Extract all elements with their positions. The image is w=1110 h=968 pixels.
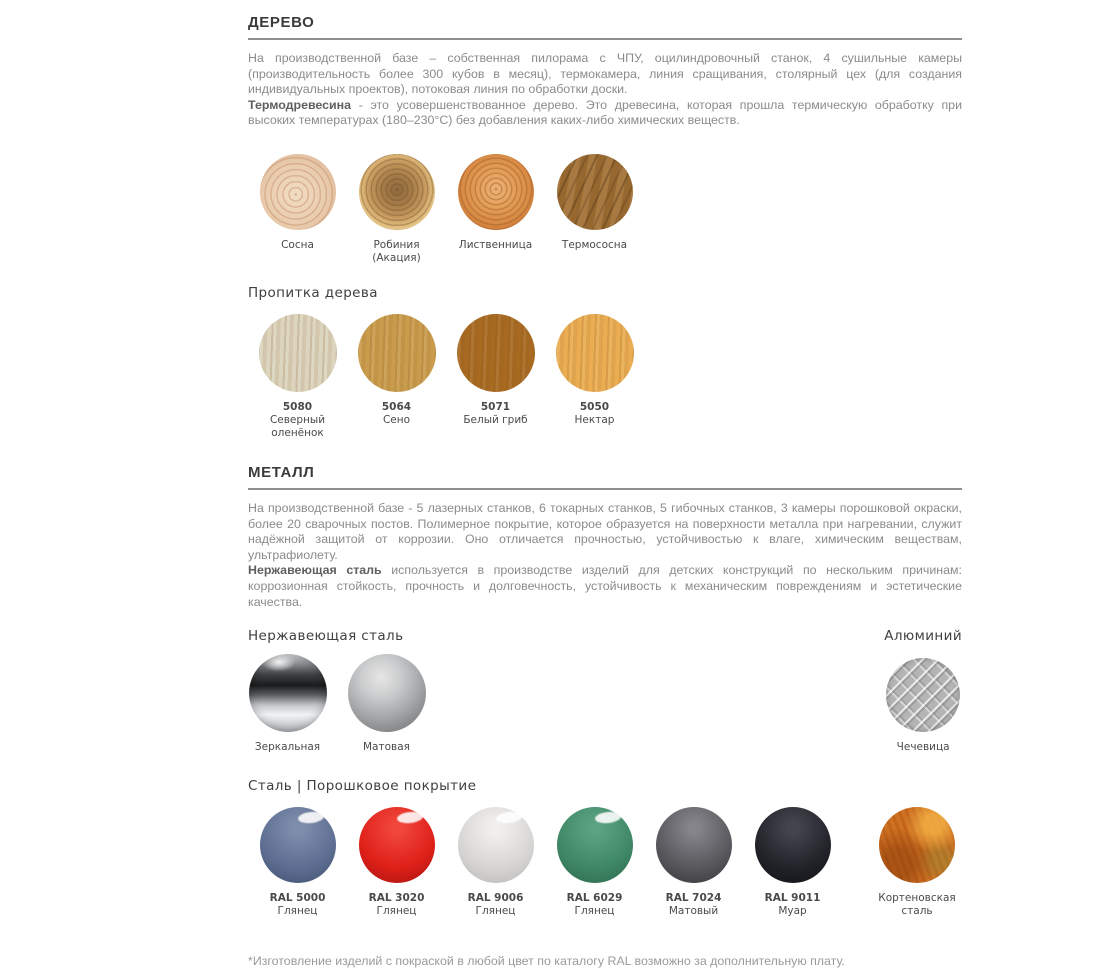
powder-swatch-ral9006 — [446, 807, 545, 918]
aluminum-group — [884, 628, 962, 754]
ral7024-finish: Матовый — [668, 905, 719, 918]
metal-section-divider — [248, 488, 962, 490]
wood-section — [248, 14, 962, 440]
powder-swatch-corten — [872, 807, 962, 918]
metal-description — [248, 501, 962, 610]
metal-materials-row — [248, 628, 962, 754]
powder-coating-row — [248, 807, 962, 918]
ral3020-swatch-image — [359, 807, 435, 883]
ral5000-swatch-image — [260, 807, 336, 883]
stainless-title: Нержавеющая сталь — [248, 628, 404, 645]
impregnation-5064-image — [358, 314, 436, 392]
powder-swatch-ral6029 — [545, 807, 644, 918]
ral3020-finish: Глянец — [376, 905, 417, 918]
robinia-swatch-image — [359, 154, 435, 230]
metal-section-title: МЕТАЛЛ — [248, 463, 315, 481]
thermopine-swatch-image — [557, 154, 633, 230]
ral5000-code: RAL 5000 — [269, 892, 326, 905]
stainless-row — [238, 654, 436, 754]
impregnation-5080-image — [259, 314, 337, 392]
wood-swatch-pine — [248, 154, 347, 265]
impregnation-5080-code: 5080 — [282, 400, 313, 413]
ral6029-swatch-image — [557, 807, 633, 883]
powder-swatch-ral3020 — [347, 807, 446, 918]
ral9006-label — [468, 892, 524, 918]
ral3020-label — [369, 892, 425, 918]
ral-footnote: *Изготовление изделий с покраской в любой цвет по каталогу RAL возможно за дополнительную плату. — [248, 954, 845, 968]
impregnation-5050-code: 5050 — [579, 400, 610, 413]
impregnation-5080-label — [256, 401, 340, 440]
impregnation-5064-label — [382, 401, 411, 427]
ral9011-label — [765, 892, 821, 918]
ral9011-swatch-image — [755, 807, 831, 883]
wood-description — [248, 51, 962, 129]
wood-intro-text: На производственной базе – собственная пилорама с ЧПУ, оцилиндровочный станок, 4 сушильные камеры (производительность более 300 кубов в месяц), термокамера, линия сращивания, столярный цех (для создания индивидуальных проектов), потоковая линия по обработки доски. — [248, 51, 962, 97]
impregnation-5080-name: Северный оленёнок — [269, 413, 326, 439]
robinia-swatch-label: Робиния (Акация) — [372, 238, 421, 264]
thermopine-swatch-label: Термососна — [561, 238, 628, 251]
impregnation-5064-code: 5064 — [381, 400, 412, 413]
impregnation-swatch-5080 — [248, 314, 347, 440]
matte-steel-label: Матовая — [363, 741, 410, 754]
stainless-term: Нержавеющая сталь — [248, 563, 382, 578]
wood-swatch-robinia — [347, 154, 446, 265]
stainless-definition: используется в производстве изделий для детских конструкций по нескольким причинам: коррозионная стойкость, прочность и долговечность, устойчивость к механическим повреждениям и эстетические качества. — [248, 563, 962, 609]
ral9006-finish: Глянец — [475, 905, 516, 918]
aluminum-swatch-label: Чечевица — [896, 741, 950, 754]
thermowood-definition: - это усовершенствованное дерево. Это древесина, которая прошла термическую обработку при высоких температурах (180–230°С) без добавления каких-либо химических веществ. — [248, 97, 962, 128]
ral6029-code: RAL 6029 — [566, 892, 623, 905]
metal-intro-text: На производственной базе - 5 лазерных станков, 6 токарных станков, 5 гибочных станков, 3 камеры порошковой окраски, более 20 сварочных постов. Полимерное покрытие, которое образуется на поверхности металла при нагревании, служит надёжной защитой от коррозии. Оно отличается прочностью, устойчивостью к влаге, химическим веществам, ультрафиолету. — [248, 500, 962, 562]
pine-swatch-image — [260, 154, 336, 230]
corten-steel-label: Кортеновская сталь — [878, 892, 956, 918]
ral9006-code: RAL 9006 — [467, 892, 524, 905]
ral3020-code: RAL 3020 — [368, 892, 425, 905]
matte-steel-swatch-image — [348, 654, 426, 732]
mirror-steel-label: Зеркальная — [254, 741, 321, 754]
wood-species-row — [248, 154, 962, 265]
corten-steel-swatch-image — [879, 807, 955, 883]
ral7024-swatch-image — [656, 807, 732, 883]
wood-swatch-thermopine — [545, 154, 644, 265]
powder-swatch-ral9011 — [743, 807, 842, 918]
thermowood-term: Термодревесина — [248, 97, 352, 112]
aluminum-checkerplate-swatch-image — [886, 658, 960, 732]
metal-section — [248, 464, 962, 968]
ral9011-finish: Муар — [778, 905, 807, 918]
larch-swatch-image — [458, 154, 534, 230]
powder-swatch-ral5000 — [248, 807, 347, 918]
stainless-group — [248, 628, 436, 754]
impregnation-row — [248, 314, 962, 440]
stainless-swatch-matte — [337, 654, 436, 754]
impregnation-5050-image — [556, 314, 634, 392]
stainless-swatch-mirror — [238, 654, 337, 754]
ral5000-label — [270, 892, 326, 918]
ral9006-swatch-image — [458, 807, 534, 883]
aluminum-title: Алюминий — [884, 628, 962, 645]
wood-section-divider — [248, 38, 962, 40]
impregnation-swatch-5050 — [545, 314, 644, 440]
impregnation-5071-image — [457, 314, 535, 392]
wood-section-title: ДЕРЕВО — [248, 14, 315, 31]
ral5000-finish: Глянец — [277, 905, 318, 918]
mirror-steel-swatch-image — [249, 654, 327, 732]
powder-coating-title: Сталь | Порошковое покрытие — [248, 778, 477, 795]
pine-swatch-label: Сосна — [281, 238, 314, 251]
ral6029-finish: Глянец — [574, 905, 615, 918]
impregnation-5071-label — [463, 401, 527, 427]
impregnation-5050-name: Нектар — [574, 413, 615, 426]
larch-swatch-label: Лиственница — [458, 238, 533, 251]
impregnation-swatch-5071 — [446, 314, 545, 440]
ral7024-label — [666, 892, 722, 918]
impregnation-5071-code: 5071 — [480, 400, 511, 413]
wood-swatch-larch — [446, 154, 545, 265]
impregnation-5071-name: Белый гриб — [463, 413, 528, 426]
impregnation-swatch-5064 — [347, 314, 446, 440]
ral6029-label — [567, 892, 623, 918]
powder-swatch-ral7024 — [644, 807, 743, 918]
ral9011-code: RAL 9011 — [764, 892, 821, 905]
ral7024-code: RAL 7024 — [665, 892, 722, 905]
impregnation-5064-name: Сено — [382, 413, 411, 426]
impregnation-5050-label — [575, 401, 615, 427]
impregnation-title: Пропитка дерева — [248, 284, 378, 301]
